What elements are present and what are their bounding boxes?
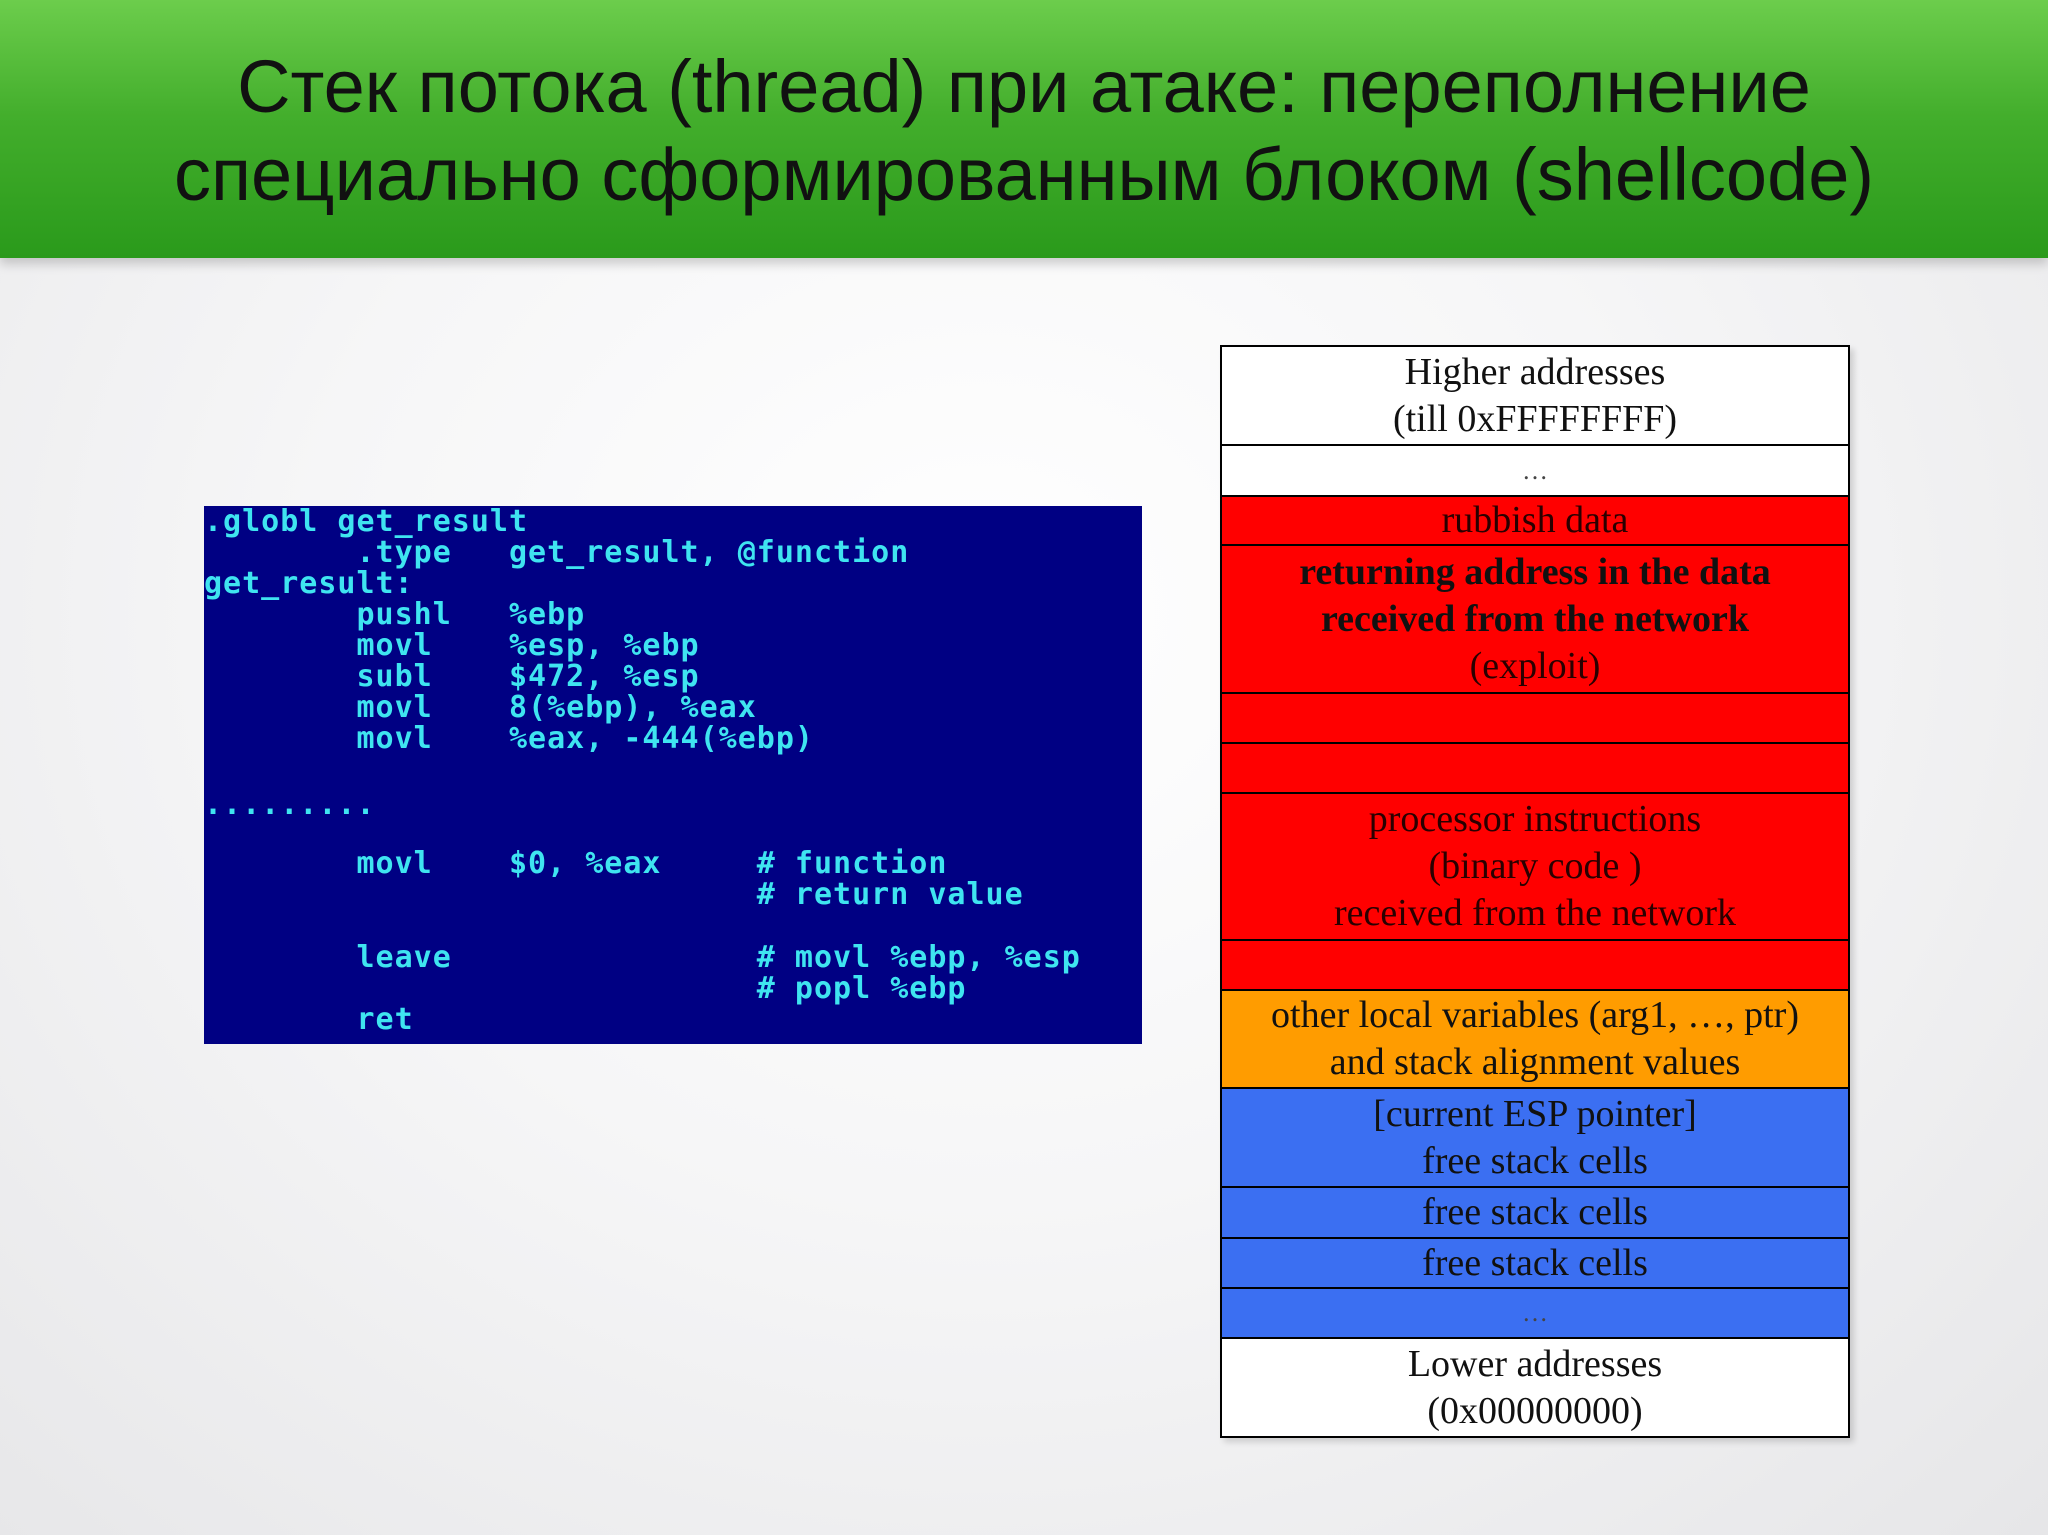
stack-diagram [1220, 345, 1850, 1438]
code-line: .type get_result, @function [204, 535, 910, 570]
processor-line-1: processor instructions [1368, 798, 1702, 840]
esp-pointer-label: [current ESP pointer] [1373, 1092, 1697, 1135]
stack-cell-lower-addresses [1222, 1339, 1848, 1438]
processor-line-3: received from the network [1334, 892, 1736, 934]
esp-free-cells-label: free stack cells [1422, 1139, 1648, 1182]
slide-title-line-1: Стек потока (thread) при атаке: переполнение [237, 45, 1811, 128]
free-cells-label: free stack cells [1422, 1241, 1648, 1284]
stack-cell-free-2 [1222, 1239, 1848, 1289]
code-line: .globl get_result [204, 504, 529, 539]
stack-cell-esp-pointer [1222, 1089, 1848, 1188]
higher-addresses-range: (till 0xFFFFFFFF) [1392, 397, 1678, 440]
code-line: movl %esp, %ebp [204, 628, 700, 663]
stack-cell-ellipsis-top [1222, 446, 1848, 497]
code-line: ret [204, 1002, 414, 1037]
stack-cell-local-variables [1222, 991, 1848, 1089]
code-line: subl $472, %esp [204, 659, 700, 694]
free-cells-label: free stack cells [1422, 1191, 1648, 1233]
rubbish-data-label: rubbish data [1441, 499, 1629, 541]
code-line: movl $0, %eax # function [204, 846, 948, 881]
stack-cell-red-empty-3 [1222, 941, 1848, 991]
code-line: movl 8(%ebp), %eax [204, 690, 757, 725]
higher-addresses-label: Higher addresses [1404, 350, 1666, 393]
code-line: movl %eax, -444(%ebp) [204, 721, 814, 756]
stack-cell-ellipsis-bottom [1222, 1289, 1848, 1339]
locals-line-2: and stack alignment values [1329, 1041, 1741, 1083]
lower-addresses-label: Lower addresses [1407, 1342, 1663, 1385]
code-line: leave # movl %ebp, %esp [204, 940, 1081, 975]
stack-cell-processor-instructions [1222, 794, 1848, 941]
stack-cell-red-empty-2 [1222, 744, 1848, 794]
stack-cell-higher-addresses [1222, 347, 1848, 446]
code-line: # popl %ebp [204, 971, 967, 1006]
return-address-line-1: returning address in the data [1299, 550, 1771, 593]
ellipsis-top: … [1522, 455, 1548, 485]
stack-cell-rubbish [1222, 497, 1848, 546]
processor-line-2: (binary code ) [1428, 845, 1642, 887]
code-line: ......... [204, 787, 376, 822]
slide-title-line-2: специально сформированным блоком (shellcode) [173, 133, 1875, 216]
code-line: pushl %ebp [204, 597, 586, 632]
locals-line-1: other local variables (arg1, …, ptr) [1271, 994, 1799, 1036]
lower-addresses-range: (0x00000000) [1427, 1389, 1643, 1432]
stack-cell-free-1 [1222, 1188, 1848, 1239]
assembly-code-panel [204, 506, 1142, 1044]
return-address-line-2: received from the network [1320, 597, 1750, 640]
stack-cell-red-empty-1 [1222, 694, 1848, 744]
title-bar [0, 0, 2048, 258]
code-line: get_result: [204, 566, 414, 601]
ellipsis-bottom: … [1522, 1298, 1548, 1327]
exploit-label: (exploit) [1469, 644, 1601, 687]
code-line: # return value [204, 877, 1024, 912]
stack-cell-return-address [1222, 546, 1848, 694]
